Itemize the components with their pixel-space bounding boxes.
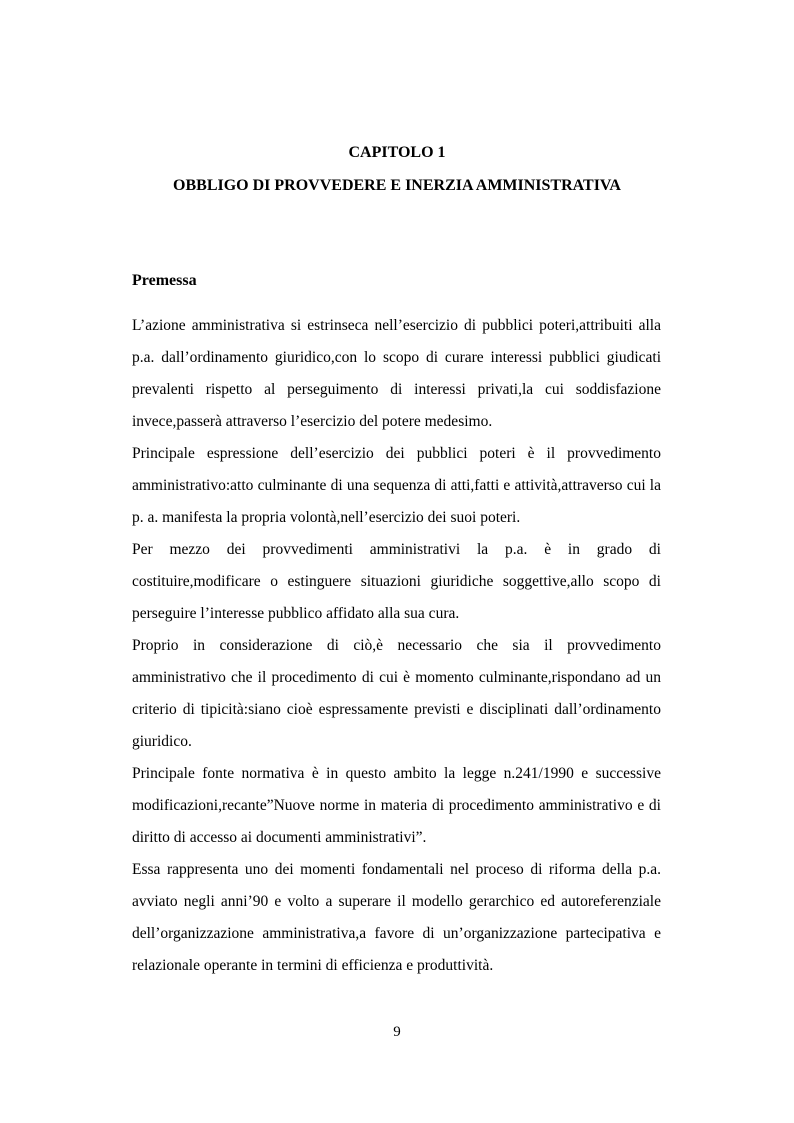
- chapter-title: OBBLIGO DI PROVVEDERE E INERZIA AMMINISTRATIVA: [173, 177, 621, 194]
- paragraph: Principale espressione dell’esercizio dei pubblici poteri è il provvedimento amministrativo:atto culminante di una sequenza di atti,fatti e attività,attraverso cui la p. a. manifesta la propria volontà,nell’esercizio dei suoi poteri.: [132, 445, 661, 526]
- paragraph: L’azione amministrativa si estrinseca nell’esercizio di pubblici poteri,attribuiti alla p.a. dall’ordinamento giuridico,con lo scopo di curare interessi pubblici giudicati prevalenti rispetto al perseguimento di interessi privati,la cui soddisfazione invece,passerà attraverso l’esercizio del potere medesimo.: [132, 317, 661, 430]
- paragraph: Essa rappresenta uno dei momenti fondamentali nel proceso di riforma della p.a. avviato negli anni’90 e volto a superare il modello gerarchico ed autoreferenziale dell’organizzazione amministrativa,a favore di un’organizzazione partecipativa e relazionale operante in termini di efficienza e produttività.: [132, 861, 661, 974]
- body-text: [132, 310, 661, 982]
- paragraph: Proprio in considerazione di ciò,è necessario che sia il provvedimento amministrativo che il procedimento di cui è momento culminante,rispondano ad un criterio di tipicità:siano cioè espressamente previsti e disciplinati dall’ordinamento giuridico.: [132, 637, 661, 750]
- paragraph: Principale fonte normativa è in questo ambito la legge n.241/1990 e successive modificazioni,recante”Nuove norme in materia di procedimento amministrativo e di diritto di accesso ai documenti amministrativi”.: [132, 765, 661, 846]
- paragraph: Per mezzo dei provvedimenti amministrativi la p.a. è in grado di costituire,modificare o estinguere situazioni giuridiche soggettive,allo scopo di perseguire l’interesse pubblico affidato alla sua cura.: [132, 541, 661, 622]
- section-heading: Premessa: [132, 272, 197, 289]
- chapter-label: CAPITOLO 1: [348, 144, 446, 161]
- page-number: 9: [393, 1024, 401, 1040]
